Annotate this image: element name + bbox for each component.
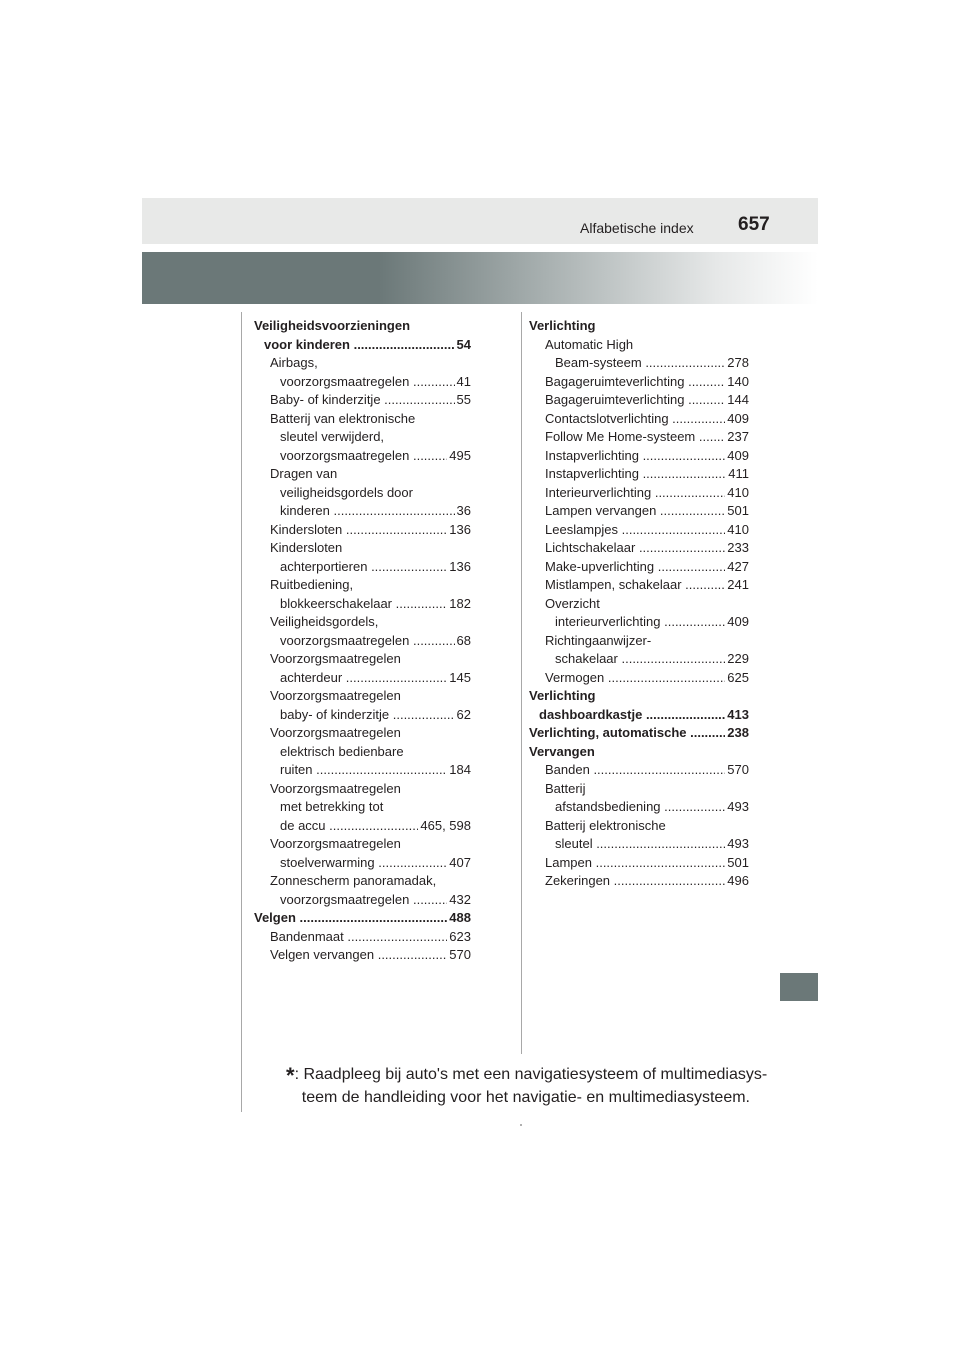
index-entry	[529, 761, 749, 780]
index-entry-page: 140	[725, 373, 749, 392]
index-entry-term: Verlichting, automatische .....	[529, 725, 749, 740]
footnote-line-1: : Raadpleeg bij auto's met een navigatiesysteem of multimediasys-	[294, 1066, 768, 1083]
index-entry-term: Overzicht	[545, 595, 600, 611]
index-entry	[529, 391, 749, 410]
index-entry-term: Batterij van elektronische	[270, 410, 416, 426]
index-entry	[254, 946, 471, 965]
index-entry	[254, 872, 471, 891]
index-entry-page: 409	[725, 447, 749, 466]
index-entry	[254, 687, 471, 706]
index-entry-term: Velgen vervangen .....	[270, 947, 471, 962]
index-entry-term: Batterij elektronische	[545, 817, 666, 833]
index-entry	[254, 798, 471, 817]
index-entry-term: met betrekking tot	[280, 799, 384, 814]
index-entry-page: 36	[455, 502, 471, 521]
index-entry	[529, 687, 749, 706]
index-entry-term: Instapverlichting .....	[545, 466, 749, 481]
footnote	[286, 1063, 768, 1109]
index-entry-term: Verlichting	[529, 318, 596, 333]
decorative-band	[142, 252, 818, 304]
index-entry-page: 411	[726, 465, 749, 484]
index-entry-term: Lampen .....	[545, 855, 749, 870]
index-entry	[254, 539, 471, 558]
index-entry	[254, 465, 471, 484]
index-entry-page: 62	[455, 706, 471, 725]
index-entry-term: Vervangen	[529, 743, 595, 759]
index-entry	[254, 780, 471, 799]
index-entry	[529, 373, 749, 392]
index-entry	[254, 632, 471, 651]
index-entry-page: 184	[447, 761, 471, 780]
index-entry-term: Baby- of kinderzitje .....	[270, 392, 471, 407]
index-entry-term: elektrisch bedienbare	[280, 743, 404, 759]
index-entry-term: Airbags,	[270, 355, 318, 370]
index-entry-page: 625	[725, 669, 749, 688]
index-entry-term: Automatic High	[545, 336, 634, 352]
index-entry	[254, 336, 471, 355]
index-entry-term: veiligheidsgordels door	[280, 484, 413, 500]
index-entry-term: Voorzorgsmaatregelen	[270, 836, 401, 851]
index-entry-page: 55	[455, 391, 471, 410]
index-entry-term: Kindersloten	[270, 540, 343, 555]
index-entry	[529, 539, 749, 558]
index-entry-page: 495	[447, 447, 471, 466]
index-entry-page: 501	[725, 854, 749, 873]
index-entry-term: Lampen vervangen .....	[545, 503, 749, 518]
index-entry	[529, 502, 749, 521]
index-entry	[529, 817, 749, 836]
index-entry	[529, 724, 749, 743]
index-entry	[254, 650, 471, 669]
index-entry	[254, 484, 471, 503]
index-entry	[254, 909, 471, 928]
chapter-thumb-tab	[780, 973, 818, 1001]
index-entry-page: 488	[447, 909, 471, 928]
index-entry-term: Zekeringen .....	[545, 873, 749, 888]
index-entry	[254, 891, 471, 910]
index-entry	[529, 835, 749, 854]
index-entry	[254, 354, 471, 373]
index-entry	[254, 706, 471, 725]
index-entry-term: interieurverlichting .....	[555, 614, 749, 629]
index-entry-term: Bandenmaat .....	[270, 929, 471, 944]
index-entry-page: 241	[725, 576, 749, 595]
index-entry-page: 409	[725, 613, 749, 632]
index-entry-term: Follow Me Home-systeem .....	[545, 429, 749, 444]
index-entry-page: 410	[725, 521, 749, 540]
index-entry-page: 41	[455, 373, 471, 392]
index-entry-term: voorzorgsmaatregelen .....	[280, 892, 471, 907]
index-entry-term: Banden .....	[545, 762, 749, 777]
index-entry-term: blokkeerschakelaar .....	[280, 596, 471, 611]
index-entry-page: 410	[725, 484, 749, 503]
index-entry-term: Contactslotverlichting .....	[545, 411, 749, 426]
index-entry-page: 237	[725, 428, 749, 447]
index-entry	[529, 576, 749, 595]
index-entry-term: sleutel verwijderd,	[280, 429, 385, 444]
index-entry-page: 233	[725, 539, 749, 558]
index-entry	[254, 928, 471, 947]
index-entry-term: Instapverlichting .....	[545, 448, 749, 463]
index-entry	[529, 595, 749, 614]
index-entry-term: Verlichting	[529, 688, 596, 703]
index-entry	[254, 613, 471, 632]
index-entry-page: 465, 598	[418, 817, 471, 836]
index-entry-term: Make-upverlichting .....	[545, 559, 749, 574]
index-entry	[529, 669, 749, 688]
page-header-bar	[142, 198, 818, 244]
index-entry	[529, 428, 749, 447]
index-entry	[529, 521, 749, 540]
index-entry-page: 145	[447, 669, 471, 688]
index-entry	[529, 336, 749, 355]
index-entry-term: voorzorgsmaatregelen .....	[280, 374, 471, 389]
index-entry-term: Vermogen .....	[545, 670, 749, 685]
footnote-line-2: teem de handleiding voor het navigatie- en multimediasysteem.	[301, 1089, 750, 1106]
index-entry	[529, 317, 749, 336]
index-column-right	[529, 317, 749, 891]
index-entry	[254, 761, 471, 780]
index-entry-term: Dragen van	[270, 466, 338, 481]
index-entry	[529, 410, 749, 429]
index-entry-page: 54	[455, 336, 471, 355]
index-entry-term: Voorzorgsmaatregelen	[270, 725, 401, 740]
index-entry-page: 136	[447, 521, 471, 540]
index-entry-page: 493	[725, 835, 749, 854]
index-entry	[529, 872, 749, 891]
index-entry-term: Velgen .....	[254, 910, 471, 925]
index-entry-page: 496	[725, 872, 749, 891]
index-entry-page: 413	[725, 706, 749, 725]
index-entry-page: 501	[725, 502, 749, 521]
index-entry-term: achterdeur .....	[280, 670, 471, 685]
index-entry	[529, 706, 749, 725]
section-title: Alfabetische index	[580, 220, 694, 236]
footnote-marker: *	[286, 1063, 295, 1088]
index-entry-term: voorzorgsmaatregelen .....	[280, 633, 471, 648]
divider-mark	[520, 1124, 522, 1126]
index-entry-term: Veiligheidsvoorzieningen	[254, 318, 411, 333]
index-entry-page: 407	[447, 854, 471, 873]
index-entry-page: 182	[447, 595, 471, 614]
index-entry	[254, 373, 471, 392]
index-entry-page: 278	[725, 354, 749, 373]
index-entry	[254, 391, 471, 410]
column-divider	[521, 312, 522, 1054]
index-entry	[529, 447, 749, 466]
index-entry-term: Bagageruimteverlichting .....	[545, 392, 749, 407]
index-entry	[254, 595, 471, 614]
index-entry	[529, 650, 749, 669]
index-entry	[254, 447, 471, 466]
index-entry-term: Richtingaanwijzer-	[545, 632, 652, 648]
index-entry-page: 432	[447, 891, 471, 910]
index-entry	[529, 854, 749, 873]
index-entry-page: 493	[725, 798, 749, 817]
index-entry-term: baby- of kinderzitje .....	[280, 707, 471, 722]
index-entry	[529, 465, 749, 484]
index-entry-term: schakelaar .....	[555, 651, 749, 666]
index-entry-term: Ruitbediening,	[270, 577, 354, 592]
index-entry	[529, 484, 749, 503]
page-number: 657	[738, 214, 770, 235]
index-entry-term: Interieurverlichting .....	[545, 485, 749, 500]
index-entry	[254, 428, 471, 447]
index-entry-term: Lichtschakelaar .....	[545, 540, 749, 555]
index-entry-term: achterportieren .....	[280, 559, 471, 574]
index-entry	[529, 780, 749, 799]
index-entry	[254, 743, 471, 762]
index-entry-page: 229	[725, 650, 749, 669]
index-entry-term: Veiligheidsgordels,	[270, 614, 379, 629]
index-entry-page: 409	[725, 410, 749, 429]
index-entry-term: stoelverwarming .....	[280, 855, 471, 870]
index-entry-term: Voorzorgsmaatregelen	[270, 780, 401, 796]
index-entry-page: 427	[725, 558, 749, 577]
index-entry	[529, 743, 749, 762]
index-entry-term: de accu .....	[280, 818, 471, 833]
index-entry	[254, 835, 471, 854]
index-entry-term: Voorzorgsmaatregelen	[270, 688, 401, 703]
index-entry-term: dashboardkastje .....	[539, 707, 749, 722]
index-entry	[254, 317, 471, 336]
index-entry-page: 623	[447, 928, 471, 947]
index-entry-page: 570	[447, 946, 471, 965]
index-entry-term: Batterij	[545, 780, 586, 796]
index-entry-term: Kindersloten .....	[270, 522, 471, 537]
index-entry-term: afstandsbediening .....	[555, 799, 749, 814]
index-entry-term: ruiten .....	[280, 762, 471, 777]
index-entry-page: 144	[725, 391, 749, 410]
index-entry	[254, 521, 471, 540]
index-entry	[254, 724, 471, 743]
index-entry	[254, 854, 471, 873]
index-entry	[254, 502, 471, 521]
index-entry	[254, 669, 471, 688]
index-entry-page: 570	[725, 761, 749, 780]
index-entry	[254, 558, 471, 577]
index-entry	[254, 410, 471, 429]
index-entry	[529, 354, 749, 373]
index-entry	[529, 558, 749, 577]
index-entry	[254, 817, 471, 836]
left-divider	[241, 312, 242, 1112]
index-entry-term: Beam-systeem .....	[555, 355, 749, 370]
index-entry	[529, 798, 749, 817]
index-entry	[529, 613, 749, 632]
index-entry-page: 68	[455, 632, 471, 651]
index-entry-term: Voorzorgsmaatregelen	[270, 651, 401, 666]
index-column-left	[254, 317, 471, 965]
index-entry-term: voorzorgsmaatregelen .....	[280, 448, 471, 463]
index-entry-term: voor kinderen .....	[264, 337, 471, 352]
index-entry-term: Zonnescherm panoramadak,	[270, 873, 437, 888]
index-entry-page: 136	[447, 558, 471, 577]
index-entry-term: Leeslampjes .....	[545, 522, 749, 537]
index-entry-term: Mistlampen, schakelaar .....	[545, 577, 749, 592]
index-entry-term: sleutel .....	[555, 836, 749, 851]
index-entry-page: 238	[725, 724, 749, 743]
index-entry-term: kinderen .....	[280, 503, 471, 518]
index-entry-term: Bagageruimteverlichting .....	[545, 374, 749, 389]
index-entry	[529, 632, 749, 651]
index-entry	[254, 576, 471, 595]
